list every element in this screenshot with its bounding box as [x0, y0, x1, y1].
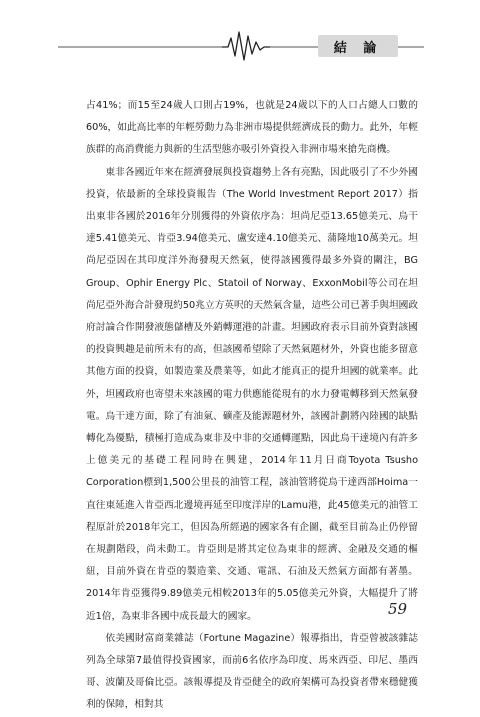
chapter-label: 結 論 [318, 35, 398, 57]
heartbeat-divider [0, 0, 480, 70]
page-header [0, 0, 480, 70]
paragraph-continuation: 占41%；而15至24歲人口則占19%，也就是24歲以下的人口占總人口數的60%，如此高比率的年輕勞動力為非洲市場提供經濟成長的動力。此外，年輕族群的高消費能力與新的生活型態亦吸引外資投入非洲市場來搶先商機。 [86, 100, 418, 156]
paragraph-investment: 東非各國近年來在經濟發展與投資趨勢上各有亮點，因此吸引了不少外國投資，依最新的全球投資報告（The World Investment Report 2017）指出東非各國於2016年分別獲得的外資依序為：坦尚尼亞13.65億美元、烏干達5.41億美元、肯亞3.94億美元、盧安達4.10億美元、蒲隆地10萬美元。坦尚尼亞因在其印度洋外海發現天然氣，使得該國獲得最多外資的關注，BG Group、Ophir Energy Plc、Statoil of Norway、ExxonMobil等公司在坦尚尼亞外海合計發現約50兆立方英呎的天然氣含量，這些公司已著手與坦國政府討論合作開發液態儲槽及外銷轉運港的計畫。坦國政府表示目前外資對該國的投資興趣是前所未有的高，但該國希望除了天然氣題材外，外資也能多留意其他方面的投資，如製造業及農業等，如此才能真正的提升坦國的就業率。此外，坦國政府也寄望未來該國的電力供應能從現有的水力發電轉移到天然氣發電。烏干達方面，除了有油氣、礦產及能源題材外，該國計劃將內陸國的缺點轉化為優點，積極打造成為東非及中非的交通轉運點，因此烏干達境內有許多上億美元的基礎工程同時在興建，2014年11月日商Toyota Tsusho Corporation標到1,500公里長的油管工程，該油管將從烏干達西部Hoima一直往東延進入肯亞西北邊境再延至印度洋岸的Lamu港，此45億美元的油管工程原計於2018年完工，但因為所經過的國家各有企圖，截至目前為止仍停留在規劃階段，尚未動工。肯亞則是將其定位為東非的經濟、金融及交通的樞紐，目前外資在肯亞的製造業、交通、電訊、石油及天然氣方面都有著墨。2014年肯亞獲得9.89億美元相較2013年的5.05億美元外資，大幅提升了將近1倍，為東非各國中成長最大的國家。 [86, 166, 419, 622]
page-number: 59 [388, 600, 408, 618]
paragraph-fortune: 依美國財富商業雜誌（Fortune Magazine）報導指出，肯亞曾被該雜誌列為全球第7最值得投資國家，而前6名依序為印度、馬來西亞、印尼、墨西哥、波蘭及哥倫比亞。該報導提及肯亞健全的政府架構可為投資者帶來穩健獲利的保障，相對其 [86, 632, 418, 711]
main-text [86, 95, 418, 717]
